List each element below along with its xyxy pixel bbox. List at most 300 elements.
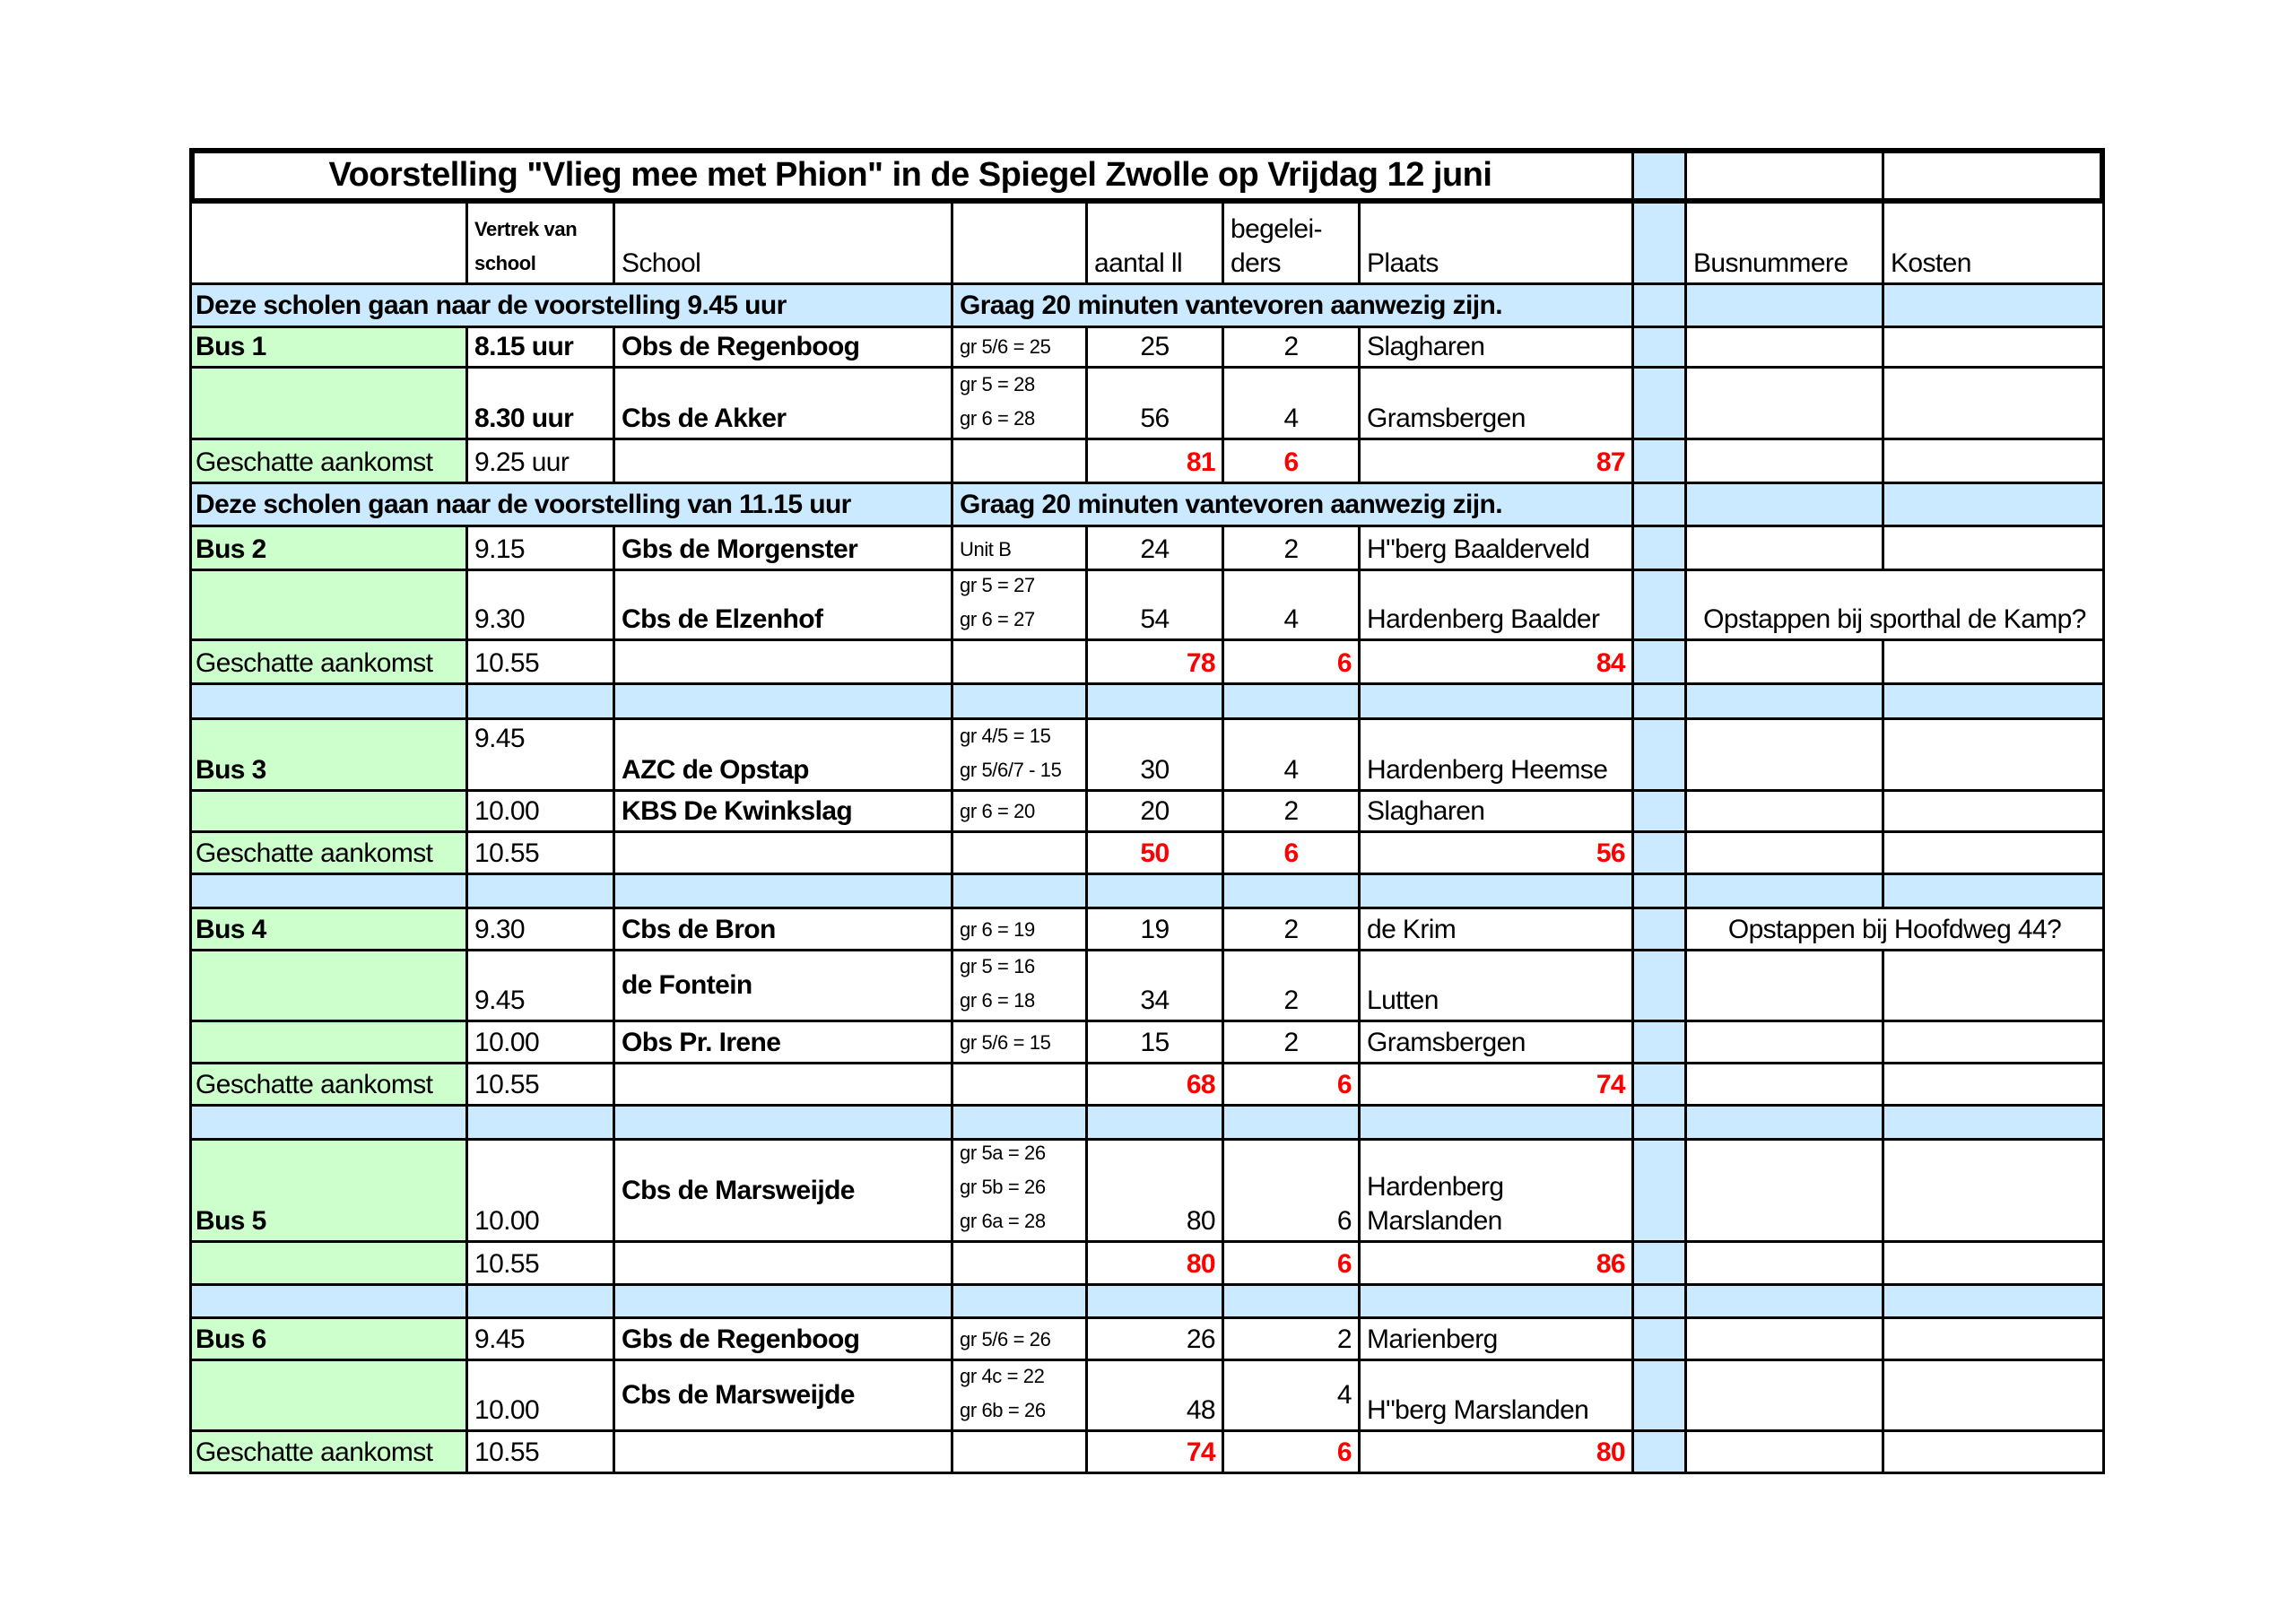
bus-label[interactable] — [189, 1319, 468, 1361]
bus-label[interactable] — [189, 328, 468, 369]
kosten-cell[interactable] — [1884, 1432, 2105, 1474]
escort-count-text: 2 — [1283, 915, 1299, 944]
kosten-cell[interactable] — [1884, 720, 2105, 792]
kosten-cell[interactable] — [1884, 1243, 2105, 1286]
grand-total[interactable] — [1361, 833, 1634, 875]
kosten-cell[interactable] — [1884, 1064, 2105, 1107]
departure-time[interactable] — [468, 1141, 615, 1243]
place-text: Hardenberg Heemse — [1367, 755, 1608, 785]
arrival-label[interactable] — [189, 833, 468, 875]
text-line: gr 6 = 18 — [960, 989, 1035, 1012]
grand-total-text: 84 — [1596, 648, 1625, 678]
busnummer-cell[interactable] — [1687, 285, 1884, 328]
bus-label[interactable] — [189, 369, 468, 440]
groups[interactable] — [953, 328, 1088, 369]
separator-cell[interactable] — [468, 875, 615, 909]
spacer-column[interactable] — [1634, 792, 1687, 833]
arrival-time[interactable] — [468, 641, 615, 685]
text-line: gr 6 = 27 — [960, 608, 1035, 630]
separator-cell[interactable] — [1224, 1107, 1361, 1141]
section-note[interactable] — [953, 285, 1634, 328]
escort-count[interactable] — [1224, 527, 1361, 571]
separator-cell[interactable] — [1361, 1107, 1634, 1141]
busnummer-cell[interactable] — [1687, 1022, 1884, 1064]
header-empty[interactable] — [189, 204, 468, 285]
departure-time[interactable] — [468, 328, 615, 369]
pupil-count[interactable] — [1088, 369, 1224, 440]
place-text: Gramsbergen — [1367, 1028, 1526, 1057]
grand-total[interactable] — [1361, 1064, 1634, 1107]
place[interactable] — [1361, 1141, 1634, 1243]
place[interactable] — [1361, 720, 1634, 792]
escort-count[interactable] — [1224, 720, 1361, 792]
separator-cell[interactable] — [615, 685, 953, 720]
pupil-count[interactable] — [1088, 1022, 1224, 1064]
escort-count[interactable] — [1224, 328, 1361, 369]
departure-time[interactable] — [468, 571, 615, 641]
header-busnummer[interactable] — [1687, 204, 1884, 285]
place[interactable] — [1361, 1022, 1634, 1064]
pickup-note-text: Opstappen bij Hoofdweg 44? — [1727, 915, 2062, 944]
escort-count-text: 2 — [1283, 332, 1299, 361]
grand-total[interactable] — [1361, 440, 1634, 484]
kosten-cell[interactable] — [1884, 285, 2105, 328]
groups[interactable] — [953, 720, 1088, 792]
kosten-cell[interactable] — [1884, 440, 2105, 484]
school-name[interactable] — [615, 369, 953, 440]
bus-label[interactable] — [189, 527, 468, 571]
bus-label[interactable] — [189, 571, 468, 641]
kosten-cell[interactable] — [1884, 527, 2105, 571]
empty-cell[interactable] — [615, 833, 953, 875]
pupil-count-text: 34 — [1140, 986, 1170, 1015]
departure-time-text: 9.45 — [474, 986, 525, 1015]
groups[interactable] — [953, 1141, 1088, 1243]
spacer-column[interactable] — [1634, 1022, 1687, 1064]
school-name[interactable] — [615, 527, 953, 571]
departure-time[interactable] — [468, 720, 615, 792]
grand-total-text: 87 — [1596, 447, 1625, 477]
place[interactable] — [1361, 369, 1634, 440]
school-name[interactable] — [615, 909, 953, 951]
kosten-cell[interactable] — [1884, 1022, 2105, 1064]
school-name[interactable] — [615, 792, 953, 833]
escort-count[interactable] — [1224, 1319, 1361, 1361]
busnummer-cell[interactable] — [1687, 1432, 1884, 1474]
total-escorts[interactable] — [1224, 440, 1361, 484]
pickup-note[interactable] — [1687, 571, 2105, 641]
separator-cell[interactable] — [1361, 685, 1634, 720]
spacer-column[interactable] — [1634, 1432, 1687, 1474]
empty-cell[interactable] — [953, 1243, 1088, 1286]
busnummer-cell[interactable] — [1687, 1141, 1884, 1243]
separator-cell[interactable] — [953, 875, 1088, 909]
groups[interactable] — [953, 792, 1088, 833]
pickup-note[interactable] — [1687, 909, 2105, 951]
bus-label[interactable] — [189, 1141, 468, 1243]
header-busnummer-text: Busnummere — [1693, 248, 1848, 278]
header-aantal[interactable] — [1088, 204, 1224, 285]
escort-count-text: 2 — [1283, 986, 1299, 1015]
grand-total[interactable] — [1361, 1243, 1634, 1286]
departure-time-text: 8.30 uur — [474, 404, 574, 433]
kosten-cell[interactable] — [1884, 1141, 2105, 1243]
escort-count-text: 6 — [1336, 1206, 1352, 1236]
separator-cell[interactable] — [1687, 1107, 1884, 1141]
total-escorts[interactable] — [1224, 1064, 1361, 1107]
escort-count[interactable] — [1224, 951, 1361, 1022]
school-name-text: Cbs de Marsweijde — [622, 1175, 855, 1205]
text-line: gr 5/6 = 15 — [960, 1031, 1051, 1054]
busnummer-cell[interactable] — [1687, 792, 1884, 833]
header-begeleiders-text — [1231, 213, 1352, 281]
separator-cell[interactable] — [1687, 1286, 1884, 1319]
separator-cell[interactable] — [189, 1107, 468, 1141]
kosten-cell[interactable] — [1884, 833, 2105, 875]
bus-label[interactable] — [189, 792, 468, 833]
place-text — [1367, 1170, 1625, 1238]
departure-time-text: 10.00 — [474, 796, 540, 826]
escort-count-text: 2 — [1336, 1324, 1352, 1354]
empty-cell[interactable] — [615, 641, 953, 685]
separator-cell[interactable] — [1088, 875, 1224, 909]
arrival-label[interactable] — [189, 1432, 468, 1474]
departure-time[interactable] — [468, 1319, 615, 1361]
place[interactable] — [1361, 951, 1634, 1022]
total-escorts[interactable] — [1224, 1243, 1361, 1286]
school-name-text: Cbs de Marsweijde — [622, 1380, 855, 1410]
total-escorts[interactable] — [1224, 641, 1361, 685]
kosten-cell[interactable] — [1884, 792, 2105, 833]
arrival-time-text: 10.55 — [474, 1437, 540, 1467]
spacer-column[interactable] — [1634, 1319, 1687, 1361]
pupil-count[interactable] — [1088, 720, 1224, 792]
text-line: gr 6a = 28 — [960, 1210, 1046, 1232]
busnummer-cell[interactable] — [1687, 641, 1884, 685]
separator-cell[interactable] — [1361, 875, 1634, 909]
separator-cell[interactable] — [615, 875, 953, 909]
empty-cell[interactable] — [953, 1064, 1088, 1107]
escort-count[interactable] — [1224, 1022, 1361, 1064]
arrival-label[interactable] — [189, 1243, 468, 1286]
groups[interactable] — [953, 1319, 1088, 1361]
spacer-column[interactable] — [1634, 1064, 1687, 1107]
text-line: Vertrek van — [474, 218, 578, 240]
text-line: gr 5/6/7 - 15 — [960, 759, 1062, 781]
separator-cell[interactable] — [615, 1107, 953, 1141]
separator-cell[interactable] — [1088, 1286, 1224, 1319]
separator-cell[interactable] — [1088, 685, 1224, 720]
busnummer-cell[interactable] — [1687, 440, 1884, 484]
kosten-cell[interactable] — [1884, 1319, 2105, 1361]
departure-time[interactable] — [468, 951, 615, 1022]
total-pupils[interactable] — [1088, 641, 1224, 685]
kosten-cell[interactable] — [1884, 484, 2105, 527]
pupil-count[interactable] — [1088, 951, 1224, 1022]
separator-cell[interactable] — [189, 1286, 468, 1319]
escort-count[interactable] — [1224, 1361, 1361, 1432]
pupil-count-text: 24 — [1140, 534, 1170, 564]
separator-cell[interactable] — [1634, 685, 1687, 720]
arrival-label[interactable] — [189, 440, 468, 484]
departure-time[interactable] — [468, 909, 615, 951]
pupil-count[interactable] — [1088, 909, 1224, 951]
school-name-text: Gbs de Morgenster — [622, 534, 858, 564]
bus-label[interactable] — [189, 720, 468, 792]
busnummer-cell[interactable] — [1687, 720, 1884, 792]
pupil-count[interactable] — [1088, 328, 1224, 369]
bus-label[interactable] — [189, 1022, 468, 1064]
spacer-column[interactable] — [1634, 204, 1687, 285]
spacer-column[interactable] — [1634, 1243, 1687, 1286]
arrival-label-text: Geschatte aankomst — [196, 648, 433, 678]
departure-time[interactable] — [468, 527, 615, 571]
total-pupils[interactable] — [1088, 833, 1224, 875]
arrival-label-text: Geschatte aankomst — [196, 1437, 433, 1467]
groups[interactable] — [953, 1022, 1088, 1064]
kosten-cell[interactable] — [1884, 1361, 2105, 1432]
kosten-cell[interactable] — [1884, 328, 2105, 369]
busnummer-cell[interactable] — [1687, 951, 1884, 1022]
separator-cell[interactable] — [468, 1107, 615, 1141]
total-pupils[interactable] — [1088, 440, 1224, 484]
arrival-time[interactable] — [468, 440, 615, 484]
spacer-column[interactable] — [1634, 1141, 1687, 1243]
separator-cell[interactable] — [1687, 875, 1884, 909]
arrival-label[interactable] — [189, 641, 468, 685]
pupil-count[interactable] — [1088, 571, 1224, 641]
section-note[interactable] — [953, 484, 1634, 527]
pupil-count-text: 30 — [1140, 755, 1170, 785]
spacer-column[interactable] — [1634, 328, 1687, 369]
grand-total[interactable] — [1361, 1432, 1634, 1474]
escort-count[interactable] — [1224, 571, 1361, 641]
school-name[interactable] — [615, 571, 953, 641]
empty-cell[interactable] — [953, 440, 1088, 484]
groups-text — [960, 913, 1079, 947]
place[interactable] — [1361, 1361, 1634, 1432]
place[interactable] — [1361, 909, 1634, 951]
arrival-time[interactable] — [468, 1243, 615, 1286]
grand-total-text: 86 — [1596, 1249, 1625, 1279]
header-school[interactable] — [615, 204, 953, 285]
pupil-count-text: 48 — [1186, 1395, 1215, 1425]
pupil-count-text: 80 — [1186, 1206, 1215, 1236]
separator-cell[interactable] — [1884, 1107, 2105, 1141]
total-pupils[interactable] — [1088, 1243, 1224, 1286]
grand-total-text: 80 — [1596, 1437, 1625, 1467]
kosten-cell[interactable] — [1884, 951, 2105, 1022]
spacer-column[interactable] — [1634, 484, 1687, 527]
text-line: gr 5 = 27 — [960, 574, 1035, 596]
escort-count[interactable] — [1224, 909, 1361, 951]
separator-cell[interactable] — [468, 1286, 615, 1319]
empty-cell[interactable] — [953, 641, 1088, 685]
separator-cell[interactable] — [1088, 1107, 1224, 1141]
separator-cell[interactable] — [1634, 1107, 1687, 1141]
empty-cell[interactable] — [615, 1432, 953, 1474]
school-name-text: Cbs de Akker — [622, 404, 787, 433]
section-label[interactable] — [189, 484, 953, 527]
busnummer-cell[interactable] — [1687, 1361, 1884, 1432]
spacer-column[interactable] — [1634, 951, 1687, 1022]
section-note-text: Graag 20 minuten vantevoren aanwezig zijn. — [960, 489, 1502, 519]
spacer-column[interactable] — [1634, 833, 1687, 875]
groups[interactable] — [953, 951, 1088, 1022]
school-name[interactable] — [615, 1022, 953, 1064]
title-empty-kosten[interactable] — [1884, 148, 2105, 204]
spacer-column[interactable] — [1634, 369, 1687, 440]
header-begeleiders[interactable] — [1224, 204, 1361, 285]
spacer-column[interactable] — [1634, 440, 1687, 484]
separator-cell[interactable] — [953, 685, 1088, 720]
bus-label[interactable] — [189, 1361, 468, 1432]
separator-cell[interactable] — [1634, 875, 1687, 909]
spacer-column[interactable] — [1634, 641, 1687, 685]
arrival-label-text: Geschatte aankomst — [196, 447, 433, 477]
section-label-text: Deze scholen gaan naar de voorstelling 9.45 uur — [196, 290, 787, 320]
spacer-column[interactable] — [1634, 527, 1687, 571]
groups-text — [960, 369, 1079, 436]
school-name[interactable] — [615, 328, 953, 369]
total-pupils-text: 50 — [1140, 838, 1170, 868]
pupil-count-text: 19 — [1140, 915, 1170, 944]
separator-cell[interactable] — [953, 1286, 1088, 1319]
grand-total[interactable] — [1361, 641, 1634, 685]
separator-cell[interactable] — [1224, 875, 1361, 909]
groups-text — [960, 795, 1079, 829]
groups[interactable] — [953, 909, 1088, 951]
arrival-time[interactable] — [468, 1064, 615, 1107]
busnummer-cell[interactable] — [1687, 369, 1884, 440]
spacer-column[interactable] — [1634, 720, 1687, 792]
separator-cell[interactable] — [1687, 685, 1884, 720]
pupil-count[interactable] — [1088, 792, 1224, 833]
title-empty-busnummer[interactable] — [1687, 148, 1884, 204]
bus-label[interactable] — [189, 909, 468, 951]
pupil-count[interactable] — [1088, 527, 1224, 571]
departure-time[interactable] — [468, 792, 615, 833]
groups[interactable] — [953, 527, 1088, 571]
departure-time[interactable] — [468, 369, 615, 440]
empty-cell[interactable] — [953, 833, 1088, 875]
place[interactable] — [1361, 571, 1634, 641]
busnummer-cell[interactable] — [1687, 1064, 1884, 1107]
text-line: gr 5b = 26 — [960, 1176, 1046, 1198]
separator-cell[interactable] — [1361, 1286, 1634, 1319]
empty-cell[interactable] — [615, 440, 953, 484]
school-name[interactable] — [615, 1141, 953, 1243]
place[interactable] — [1361, 328, 1634, 369]
school-name[interactable] — [615, 1361, 953, 1432]
total-pupils[interactable] — [1088, 1064, 1224, 1107]
place-text: Lutten — [1367, 986, 1439, 1015]
arrival-label[interactable] — [189, 1064, 468, 1107]
arrival-time[interactable] — [468, 833, 615, 875]
escort-count[interactable] — [1224, 792, 1361, 833]
header-plaats-text: Plaats — [1367, 248, 1439, 278]
separator-cell[interactable] — [1884, 875, 2105, 909]
busnummer-cell[interactable] — [1687, 1319, 1884, 1361]
place[interactable] — [1361, 527, 1634, 571]
busnummer-cell[interactable] — [1687, 833, 1884, 875]
school-name[interactable] — [615, 951, 953, 1022]
arrival-time[interactable] — [468, 1432, 615, 1474]
separator-cell[interactable] — [1634, 1286, 1687, 1319]
spacer-column[interactable] — [1634, 148, 1687, 204]
escort-count[interactable] — [1224, 1141, 1361, 1243]
groups[interactable] — [953, 1361, 1088, 1432]
text-line: gr 5a = 26 — [960, 1142, 1046, 1164]
groups[interactable] — [953, 571, 1088, 641]
place[interactable] — [1361, 1319, 1634, 1361]
separator-cell[interactable] — [1224, 685, 1361, 720]
departure-time-text: 10.00 — [474, 1206, 540, 1236]
departure-time-text: 9.45 — [474, 724, 525, 753]
pupil-count-text: 54 — [1140, 604, 1170, 634]
separator-cell[interactable] — [189, 685, 468, 720]
empty-cell[interactable] — [615, 1064, 953, 1107]
place[interactable] — [1361, 792, 1634, 833]
header-kosten[interactable] — [1884, 204, 2105, 285]
place-text: Slagharen — [1367, 332, 1485, 361]
pupil-count-text: 15 — [1140, 1028, 1170, 1057]
groups-text — [960, 1026, 1079, 1060]
bus-label[interactable] — [189, 951, 468, 1022]
groups[interactable] — [953, 369, 1088, 440]
busnummer-cell[interactable] — [1687, 1243, 1884, 1286]
busnummer-cell[interactable] — [1687, 328, 1884, 369]
empty-cell[interactable] — [615, 1243, 953, 1286]
total-pupils[interactable] — [1088, 1432, 1224, 1474]
busnummer-cell[interactable] — [1687, 484, 1884, 527]
separator-cell[interactable] — [1884, 1286, 2105, 1319]
spacer-column[interactable] — [1634, 285, 1687, 328]
arrival-time-text: 10.55 — [474, 648, 540, 678]
kosten-cell[interactable] — [1884, 369, 2105, 440]
departure-time[interactable] — [468, 1361, 615, 1432]
total-escorts[interactable] — [1224, 833, 1361, 875]
departure-time-text: 8.15 uur — [474, 332, 574, 361]
header-vertrek[interactable] — [468, 204, 615, 285]
separator-cell[interactable] — [1884, 685, 2105, 720]
kosten-cell[interactable] — [1884, 641, 2105, 685]
section-label[interactable] — [189, 285, 953, 328]
school-name[interactable] — [615, 720, 953, 792]
separator-cell[interactable] — [615, 1286, 953, 1319]
total-escorts[interactable] — [1224, 1432, 1361, 1474]
separator-cell[interactable] — [468, 685, 615, 720]
separator-cell[interactable] — [953, 1107, 1088, 1141]
spacer-column[interactable] — [1634, 1361, 1687, 1432]
pupil-count[interactable] — [1088, 1141, 1224, 1243]
page-title[interactable] — [189, 148, 1634, 204]
spacer-column[interactable] — [1634, 571, 1687, 641]
empty-cell[interactable] — [953, 1432, 1088, 1474]
spacer-column[interactable] — [1634, 909, 1687, 951]
header-plaats[interactable] — [1361, 204, 1634, 285]
total-escorts-text: 6 — [1336, 1249, 1352, 1279]
separator-cell[interactable] — [189, 875, 468, 909]
pupil-count[interactable] — [1088, 1319, 1224, 1361]
busnummer-cell[interactable] — [1687, 527, 1884, 571]
school-name[interactable] — [615, 1319, 953, 1361]
departure-time[interactable] — [468, 1022, 615, 1064]
escort-count[interactable] — [1224, 369, 1361, 440]
pupil-count[interactable] — [1088, 1361, 1224, 1432]
header-groepen[interactable] — [953, 204, 1088, 285]
separator-cell[interactable] — [1224, 1286, 1361, 1319]
